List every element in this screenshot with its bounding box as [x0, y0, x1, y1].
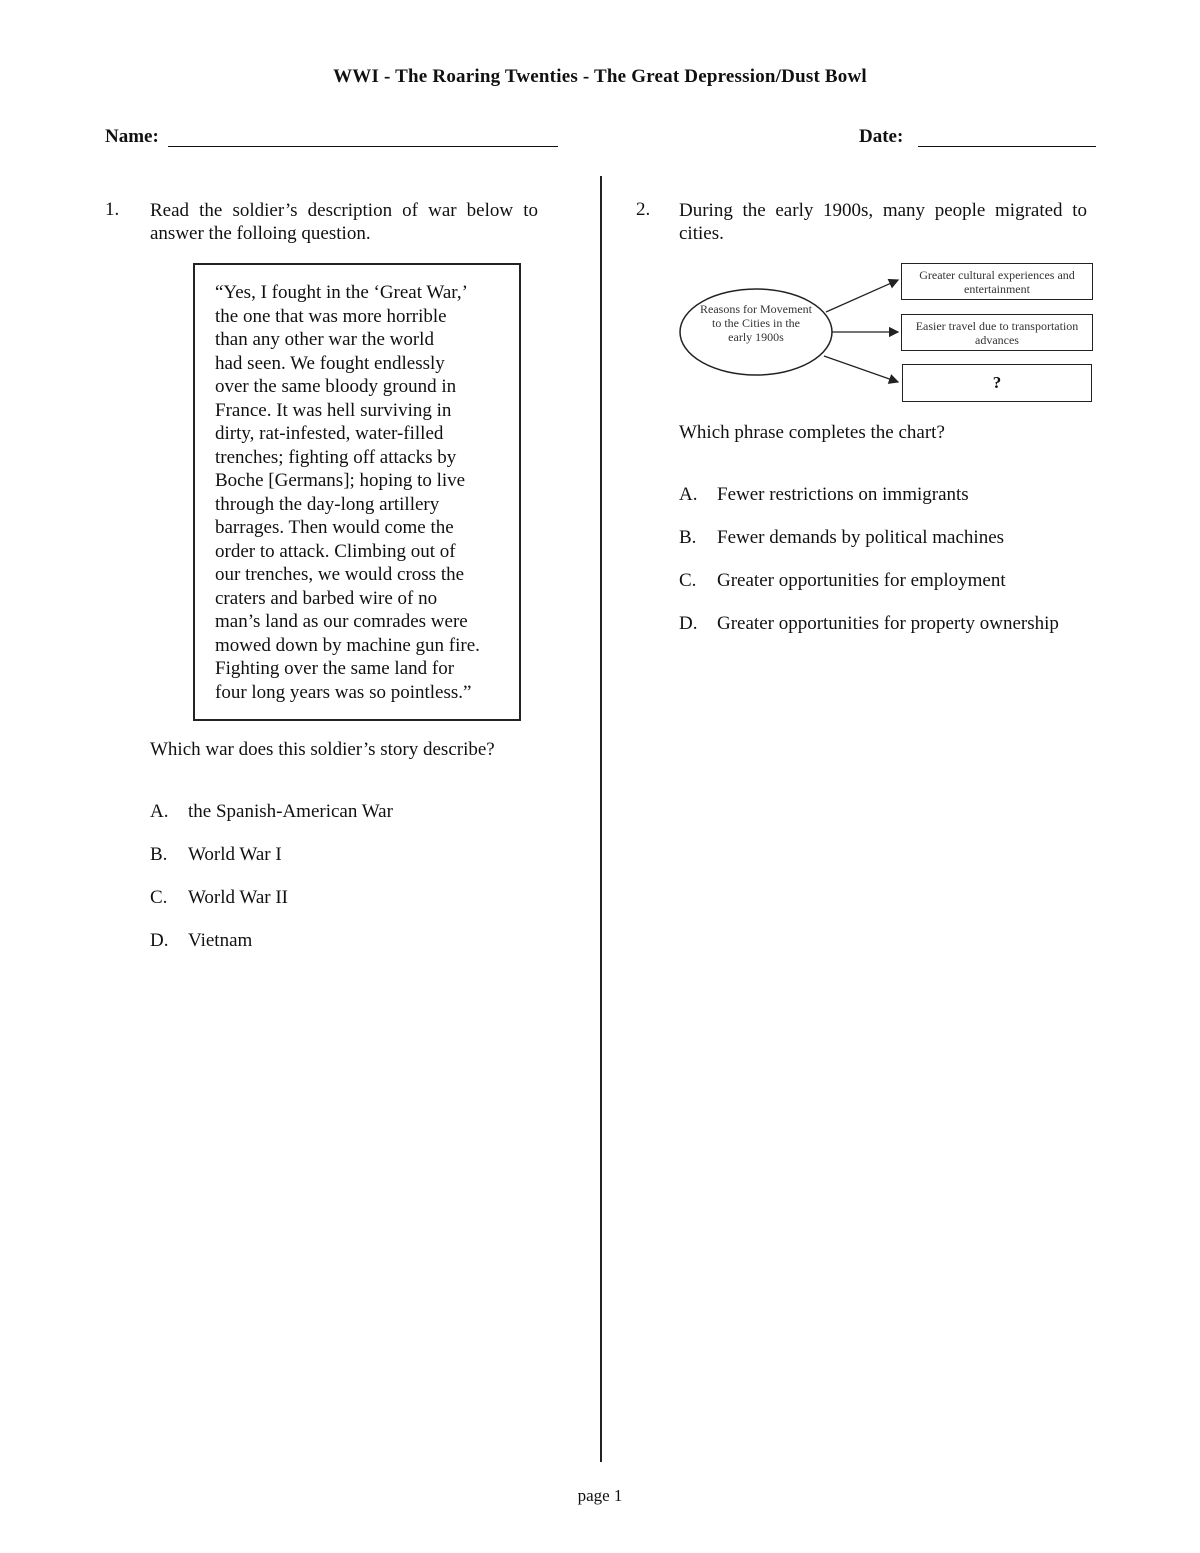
quote-line: four long years was so pointless.”	[215, 681, 472, 703]
arrow-to-box-1	[826, 280, 898, 312]
choice-letter: A.	[150, 801, 169, 822]
quote-line: barrages. Then would come the	[215, 517, 454, 538]
choice-text: Fewer restrictions on immigrants	[717, 484, 969, 505]
quote-line: order to attack. Climbing out of	[215, 540, 456, 562]
choice-letter: B.	[679, 527, 697, 548]
worksheet-title: WWI - The Roaring Twenties - The Great Depression/Dust Bowl	[333, 66, 867, 87]
migration-reasons-diagram	[676, 258, 1096, 408]
diagram-box-1: Greater cultural experiences and entertainment	[901, 263, 1093, 300]
diagram-center-label: Reasons for Movement to the Cities in the early 1900s	[700, 302, 812, 344]
name-field-line[interactable]	[168, 146, 558, 147]
quote-line: Boche [Germans]; hoping to live	[215, 470, 466, 491]
question-1-number: 1.	[105, 199, 120, 220]
name-label: Name:	[105, 126, 159, 147]
diagram-box-2: Easier travel due to transportation advances	[901, 314, 1093, 351]
choice-text: the Spanish-American War	[188, 801, 393, 822]
date-field-line[interactable]	[918, 146, 1096, 147]
question-2-text: During the early 1900s, many people migrated to cities.	[679, 200, 1087, 244]
choice-text: World War II	[188, 887, 289, 908]
choice-letter: A.	[679, 484, 698, 505]
question-1-prompt: Which war does this soldier’s story describe?	[150, 739, 495, 760]
choice-text: Greater opportunities for employment	[717, 570, 1006, 591]
question-1-text: Read the soldier’s description of war below to answer the folloing question.	[150, 200, 538, 244]
quote-line: had seen. We fought endlessly	[215, 352, 445, 374]
choice-text: World War I	[188, 844, 282, 865]
diagram-box-unknown: ?	[902, 364, 1092, 402]
soldier-quote-box	[193, 263, 521, 721]
page-number: page 1	[577, 1486, 623, 1505]
quote-line: than any other war the world	[215, 329, 434, 350]
choice-letter: D.	[150, 930, 169, 951]
quote-line: over the same bloody ground in	[215, 376, 457, 397]
quote-line: dirty, rat-infested, water-filled	[215, 423, 444, 444]
quote-line: “Yes, I fought in the ‘Great War,’	[215, 282, 468, 303]
choice-letter: C.	[679, 570, 697, 591]
quote-line: trenches; fighting off attacks by	[215, 446, 457, 468]
arrow-to-box-3	[824, 356, 898, 382]
date-label: Date:	[859, 126, 904, 147]
column-divider	[600, 176, 602, 1462]
quote-line: France. It was hell surviving in	[215, 399, 452, 421]
quote-line: man’s land as our comrades were	[215, 611, 468, 632]
quote-line: our trenches, we would cross the	[215, 564, 465, 585]
choice-letter: B.	[150, 844, 168, 865]
quote-line: Fighting over the same land for	[215, 658, 455, 679]
question-2-number: 2.	[636, 199, 651, 220]
choice-text: Fewer demands by political machines	[717, 527, 1005, 548]
choice-letter: D.	[679, 613, 698, 634]
question-2-prompt: Which phrase completes the chart?	[679, 422, 945, 443]
quote-line: craters and barbed wire of no	[215, 587, 438, 609]
choice-letter: C.	[150, 887, 168, 908]
quote-line: mowed down by machine gun fire.	[215, 634, 480, 656]
quote-line: through the day-long artillery	[215, 493, 440, 515]
choice-text: Vietnam	[188, 930, 253, 951]
quote-line: the one that was more horrible	[215, 305, 447, 327]
choice-text: Greater opportunities for property ownership	[717, 613, 1059, 634]
